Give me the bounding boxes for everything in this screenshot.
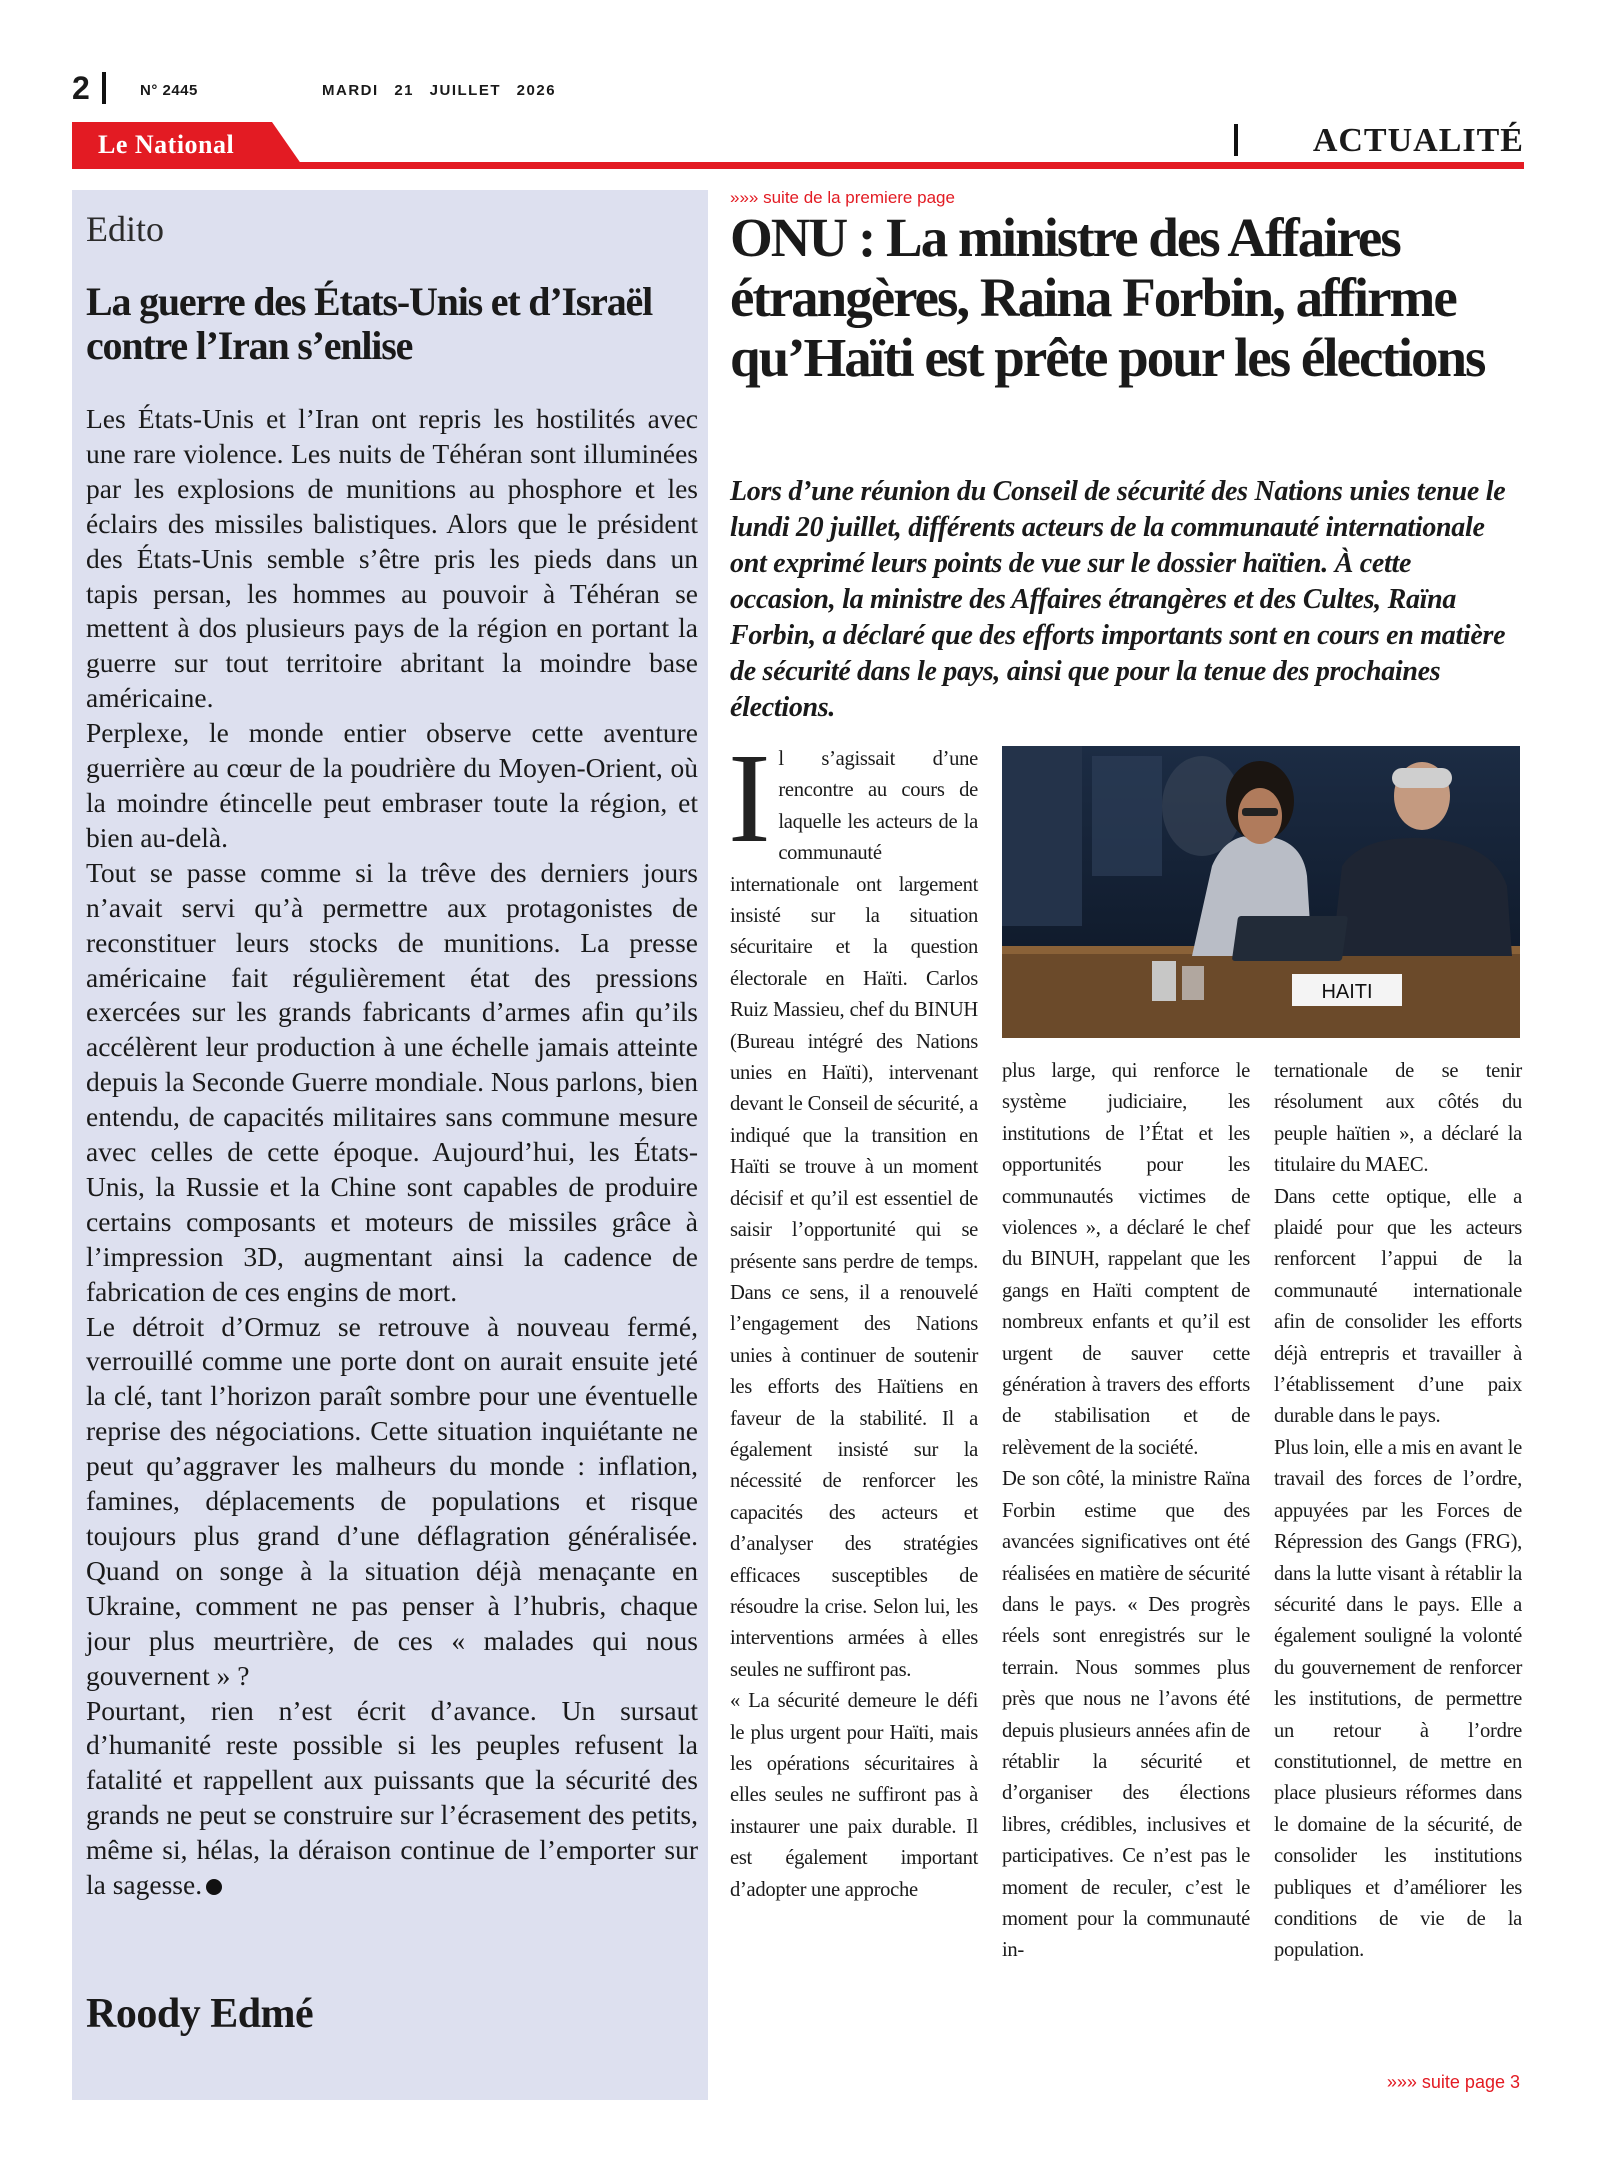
article-paragraph: ternationale de se tenir résolument aux côtés du peuple haïtien », a déclaré la titulaire du MAEC. — [1274, 1060, 1522, 1177]
drop-cap: I — [728, 727, 771, 869]
photo-un-security-council — [1002, 746, 1520, 1038]
section-label: ACTUALITÉ — [1312, 122, 1524, 159]
section-divider — [1234, 124, 1238, 156]
article-paragraph: plus large, qui renforce le système judiciaire, les institutions de l’État et les opportunités pour les communautés victimes de violences », a déclaré le chef du BINUH, rappelant que les gangs en Haïti comptent de nombreux enfants et qu’il est urgent de sauver cette génération à travers des efforts de stabilisation et de relèvement de la société. — [1002, 1060, 1250, 1459]
edito-kicker: Edito — [86, 209, 164, 249]
article-paragraph-text: l s’agissait d’une rencontre au cours de laquelle les acteurs de la communauté internationale ont largement insisté sur la situation sécuritaire et la question électorale en Haïti. Carlos Ruiz Massieu, chef du BINUH (Bureau intégré des Nations unies en Haïti), intervenant devant le Conseil de sécurité, a indiqué que la transition en Haïti se trouve à un moment décisif et qu’il est essentiel de saisir l’opportunité qui se présente sans perdre de temps. Dans ce sens, il a renouvelé l’engagement des Nations unies à continuer de soutenir les efforts des Haïtiens en faveur de la stabilité. Il a également insisté sur la nécessité de renforcer les capacités des acteurs et d’analyser des stratégies efficaces susceptibles de résoudre la crise. Selon lui, les interventions armées à elles seules ne suffiront pas. — [730, 748, 978, 1681]
continued-from-kicker: »»» suite de la premiere page — [730, 188, 955, 207]
page-number: 2 — [72, 70, 90, 106]
continued-on-link[interactable]: »»» suite page 3 — [1386, 2072, 1520, 2092]
edito-author: Roody Edmé — [86, 1991, 314, 2037]
edito-box — [72, 190, 708, 2100]
photo-illustration — [1002, 746, 1520, 1038]
edito-title: La guerre des États-Unis et d’Israël contre l’Iran s’enlise — [86, 279, 652, 368]
edito-paragraph-last — [86, 1694, 698, 1903]
article-headline: ONU : La ministre des Affaires étrangères, Raina Forbin, affirme qu’Haïti est prête pour les élections — [730, 207, 1485, 388]
brand-band — [72, 122, 1524, 168]
masthead — [72, 68, 1524, 108]
edito-paragraph: Les États-Unis et l’Iran ont repris les hostilités avec une rare violence. Les nuits de Téhéran sont illuminées par les explosions de munitions au phosphore et les éclairs des missiles balistiques. Alors que le président des États-Unis semble s’être pris les pieds dans un tapis persan, les hommes au pouvoir à Téhéran se mettent à dos plusieurs pays de la région en portant la guerre sur tout territoire abritant la moindre base américaine. — [86, 403, 698, 714]
issue-number: N° 2445 — [140, 82, 198, 99]
edito-paragraph-text: Pourtant, rien n’est écrit d’avance. Un sursaut d’humanité reste possible si les peuples refusent la fatalité et rappellent aux puissants que la sécurité des grands ne peut se construire sur l’écrasement des petits, même si, hélas, la déraison continue de l’emporter sur la sagesse. — [86, 1694, 698, 1901]
page-number-divider — [102, 72, 106, 104]
article-column-1 — [728, 727, 978, 1906]
article-paragraph: Dans cette optique, elle a plaidé pour que les acteurs renforcent l’appui de la communauté internationale afin de consolider les efforts déjà entrepris et travailler à l’établissement d’une paix durable dans le pays. — [1274, 1185, 1522, 1428]
photo-nameplate: HAITI — [1321, 981, 1373, 1003]
top-crop-fragment — [1000, 0, 1200, 6]
article-column-2 — [1002, 1056, 1250, 1967]
edito-paragraph: Le détroit d’Ormuz se retrouve à nouveau fermé, verrouillé comme une porte dont on aurait ensuite jeté la clé, tant l’horizon paraît sombre pour une éventuelle reprise des négociations. Cette situation inquiétante ne peut qu’aggraver les malheurs du monde : inflation, famines, déplacements de populations et risque toujours plus grand d’une déflagration généralisée. Quand on songe à la situation déjà menaçante en Ukraine, comment ne pas penser à l’hubris, chaque jour plus meurtrière, de ces « malades qui nous gouvernent » ? — [86, 1310, 698, 1691]
edito-body — [86, 402, 698, 1903]
edito-paragraph: Perplexe, le monde entier observe cette aventure guerrière au cœur de la poudrière du Moyen-Orient, où la moindre étincelle peut embraser toute la région, et bien au-delà. — [86, 717, 698, 853]
end-mark-icon — [206, 1879, 222, 1895]
article-paragraph: De son côté, la ministre Raïna Forbin estime que des avancées significatives ont été réalisées en matière de sécurité dans le pays. « Des progrès réels sont enregistrés sur le terrain. Nous sommes plus près que nous ne l’avons été depuis plusieurs années afin de rétablir la sécurité et d’organiser des élections libres, crédibles, inclusives et participatives. Ce n’est pas le moment de reculer, c’est le moment pour la communauté in- — [1002, 1468, 1250, 1962]
article-column-3 — [1274, 1056, 1522, 1967]
edito-paragraph: Tout se passe comme si la trêve des derniers jours n’avait servi qu’à permettre aux protagonistes de reconstituer leurs stocks de munitions. La presse américaine fait régulièrement état des pressions exercées sur les grands fabricants d’armes afin qu’ils accélèrent leur production à une échelle jamais atteinte depuis la Seconde Guerre mondiale. Nous parlons, bien entendu, de capacités militaires sans commune mesure avec celles de cette époque. Aujourd’hui, les États-Unis, la Russie et la Chine sont capables de produire certains composants et moteurs de missiles grâce à l’impression 3D, augmentant ainsi la cadence de fabrication de ces engins de mort. — [86, 856, 698, 1307]
brand-name: Le National — [98, 130, 235, 159]
article-paragraph — [728, 727, 978, 1686]
article-lede: Lors d’une réunion du Conseil de sécurité des Nations unies tenue le lundi 20 juillet, différents acteurs de la communauté internationale ont exprimé leurs points de vue sur le dossier haïtien. À cette occasion, la ministre des Affaires étrangères et des Cultes, Raïna Forbin, a déclaré que des efforts importants sont en cours en matière de sécurité dans le pays, ainsi que pour la tenue des prochaines élections. — [730, 476, 1506, 723]
article-paragraph: « La sécurité demeure le défi le plus urgent pour Haïti, mais les opérations sécuritaires à elles seules ne suffiront pas à instaurer une paix durable. Il est également important d’adopter une approche — [730, 1690, 978, 1901]
publication-date: MARDI 21 JUILLET 2026 — [322, 82, 557, 99]
article-paragraph: Plus loin, elle a mis en avant le travail des forces de l’ordre, appuyées par les Forces de Répression des Gangs (FRG), dans la lutte visant à rétablir la sécurité dans le pays. Elle a également souligné la volonté du gouvernement de renforcer les institutions, de permettre un retour à l’ordre constitutionnel, de mettre en place plusieurs réformes dans le domaine de la sécurité, de consolider les institutions publiques et d’améliorer les conditions de vie de la population. — [1274, 1436, 1522, 1962]
